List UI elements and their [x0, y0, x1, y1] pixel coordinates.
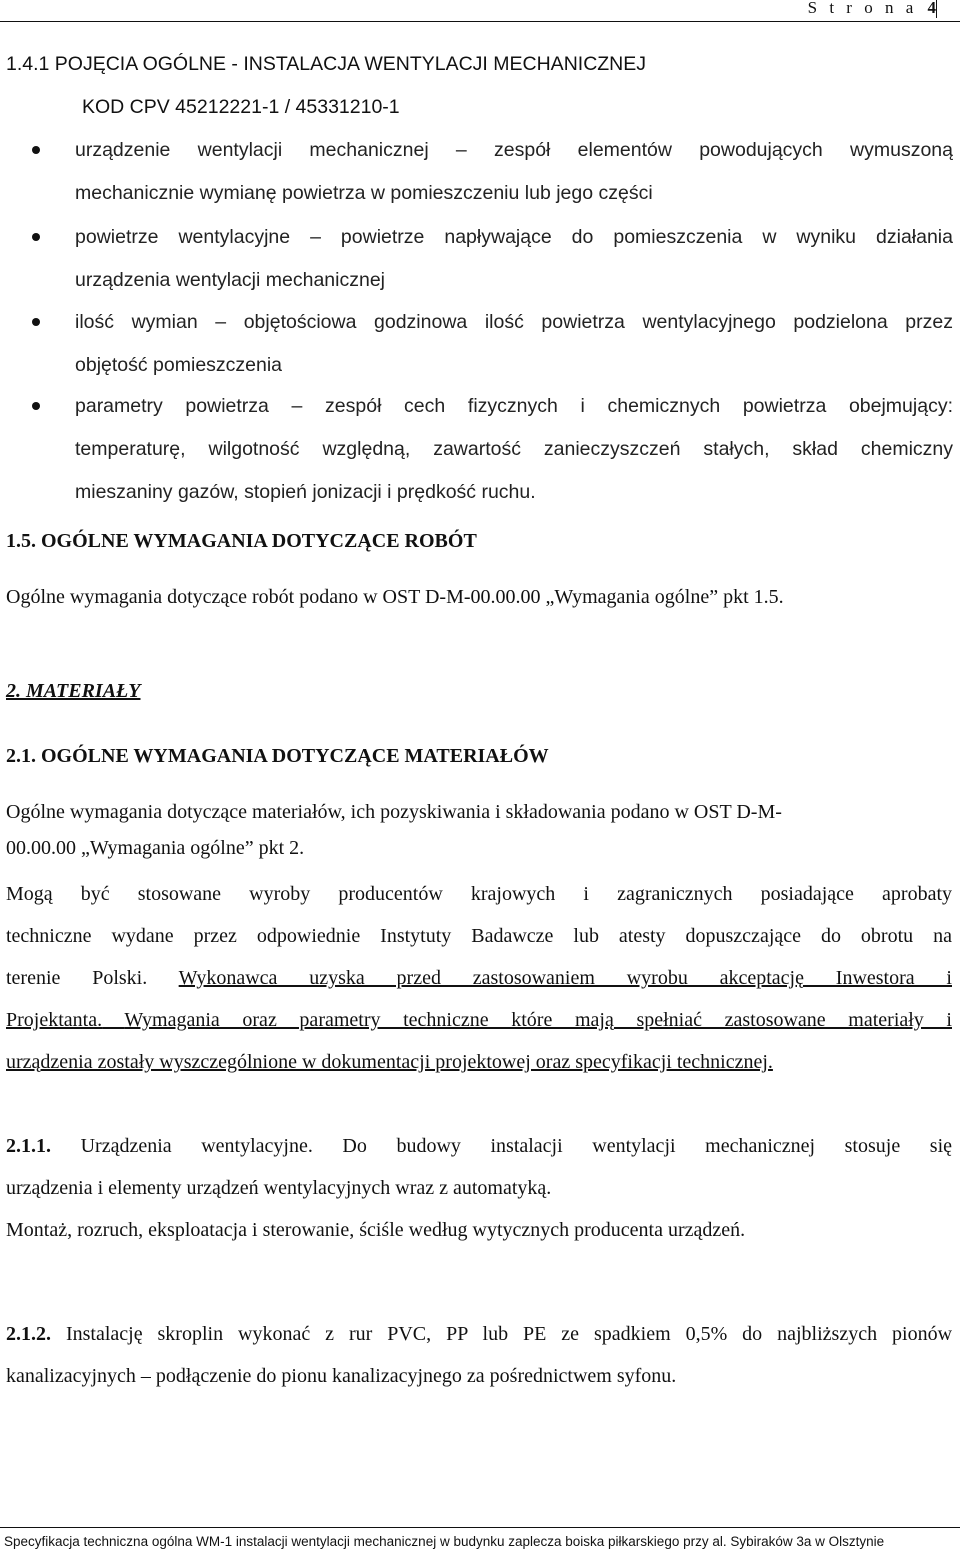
section-2-1-2: [6, 1313, 952, 1397]
text-line: [6, 1125, 952, 1167]
text-line: 00.00.00 „Wymagania ogólne” pkt 2.: [6, 837, 305, 859]
text-line: Ogólne wymagania dotyczące materiałów, ich pozyskiwania i składowania podano w OST D-M-: [6, 801, 782, 823]
list-item-line: urządzenie wentylacji mechanicznej – zespół elementów powodujących wymuszoną: [75, 139, 953, 161]
footer-rule: [0, 1527, 960, 1528]
section-2-title: 2. MATERIAŁY: [6, 680, 141, 702]
section-2-1-1: [6, 1125, 952, 1251]
text-line: Montaż, rozruch, eksploatacja i sterowanie, ściśle według wytycznych producenta urządzeń.: [6, 1219, 746, 1241]
text-line: [6, 1313, 952, 1355]
bullet-icon: [32, 318, 40, 326]
text-span: Instalację skroplin wykonać z rur PVC, PP lub PE ze spadkiem 0,5% do najbliższych pionów: [65, 1323, 953, 1345]
text-line: kanalizacyjnych – podłączenie do pionu kanalizacyjnego za pośrednictwem syfonu.: [6, 1365, 677, 1387]
cpv-code: KOD CPV 45212221-1 / 45331210-1: [82, 96, 400, 118]
page-number: 4: [927, 0, 936, 17]
list-item: [75, 129, 953, 215]
text-line: urządzenia i elementy urządzeń wentylacyjnych wraz z automatyką.: [6, 1177, 552, 1199]
underlined-text: Wykonawca uzyska przed zastosowaniem wyrobu akceptację Inwestora i: [178, 967, 952, 989]
list-item: [75, 301, 953, 387]
underlined-text: urządzenia zostały wyszczególnione w dokumentacji projektowej oraz specyfikacji technicznej.: [6, 1051, 773, 1073]
section-1-5-title: 1.5. OGÓLNE WYMAGANIA DOTYCZĄCE ROBÓT: [6, 530, 477, 552]
header-rule: [0, 21, 960, 22]
section-2-1-title: 2.1. OGÓLNE WYMAGANIA DOTYCZĄCE MATERIAŁÓW: [6, 745, 549, 767]
section-1-5-text: Ogólne wymagania dotyczące robót podano w OST D-M-00.00.00 „Wymagania ogólne” pkt 1.5.: [6, 586, 784, 608]
bullet-icon: [32, 233, 40, 241]
bullet-icon: [32, 146, 40, 154]
text-line: [6, 999, 952, 1041]
section-number: 2.1.1.: [6, 1135, 51, 1157]
section-number: 2.1.2.: [6, 1323, 51, 1345]
list-item-line: parametry powietrza – zespół cech fizycznych i chemicznych powietrza obejmujący:: [75, 395, 953, 417]
section-1-4-1-title: 1.4.1 POJĘCIA OGÓLNE - INSTALACJA WENTYLACJI MECHANICZNEJ: [6, 53, 647, 75]
text-line: techniczne wydane przez odpowiednie Instytuty Badawcze lub atesty dopuszczające do obrotu na: [6, 925, 952, 947]
text-line: Mogą być stosowane wyroby producentów krajowych i zagranicznych posiadające aprobaty: [6, 883, 952, 905]
section-2-1-text: [6, 791, 952, 869]
page-header: [0, 0, 960, 22]
list-item-line: mechanicznie wymianę powietrza w pomieszczeniu lub jego części: [75, 182, 653, 204]
footer-text: Specyfikacja techniczna ogólna WM-1 instalacji wentylacji mechanicznej w budynku zaplecza boiska piłkarskiego przy al. Sybiraków 3a w Olsztynie: [4, 1534, 885, 1549]
list-item: [75, 216, 953, 302]
list-item-line: ilość wymian – objętościowa godzinowa ilość powietrza wentylacyjnego podzielona przez: [75, 311, 953, 333]
list-item-line: urządzenia wentylacji mechanicznej: [75, 269, 385, 291]
page-number-label: [808, 0, 936, 18]
bullet-icon: [32, 402, 40, 410]
list-item-line: objętość pomieszczenia: [75, 354, 283, 376]
text-span: Urządzenia wentylacyjne. Do budowy instalacji wentylacji mechanicznej stosuje się: [80, 1135, 953, 1157]
text-span: terenie Polski.: [6, 967, 148, 989]
list-item-line: temperaturę, wilgotność względną, zawartość zanieczyszczeń stałych, skład chemiczny: [75, 438, 953, 460]
underlined-text: Projektanta.: [6, 1009, 103, 1031]
text-line: [6, 957, 952, 999]
list-item-line: mieszaniny gazów, stopień jonizacji i prędkość ruchu.: [75, 481, 536, 503]
page-word: S t r o n a: [807, 0, 918, 17]
list-item-line: powietrze wentylacyjne – powietrze napływające do pomieszczenia w wyniku działania: [75, 226, 953, 248]
list-item: [75, 385, 953, 514]
underlined-text: Wymagania oraz parametry techniczne które mają spełniać zastosowane materiały i: [124, 1009, 952, 1031]
header-divider: [936, 0, 937, 18]
section-2-1-paragraph: [6, 873, 952, 1083]
